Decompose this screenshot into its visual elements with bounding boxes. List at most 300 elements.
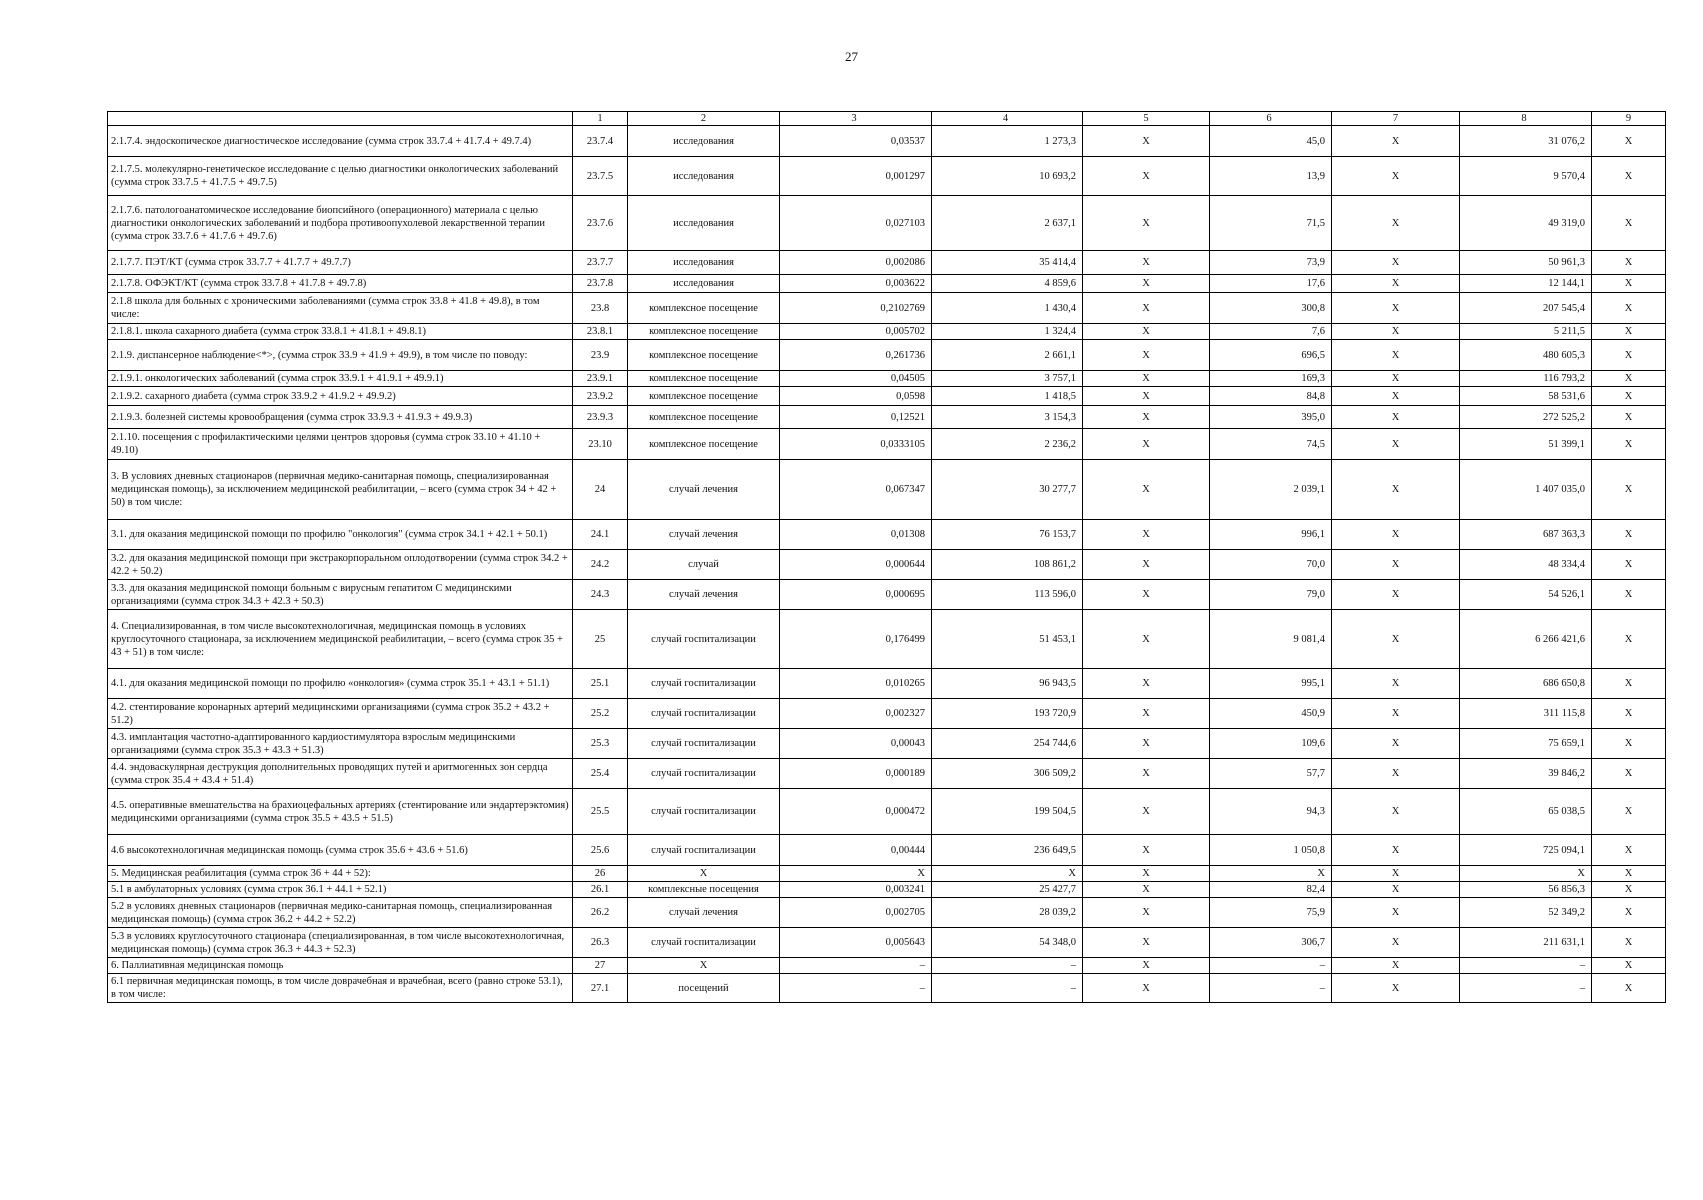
table-cell: X bbox=[1332, 789, 1460, 835]
header-cell: 8 bbox=[1460, 112, 1592, 126]
table-cell: 23.9.3 bbox=[573, 406, 628, 429]
table-cell: 2.1.7.6. патологоанатомическое исследование биопсийного (операционного) материала с целью диагностики онкологических заболеваний и подбора противоопухолевой лекарственной терапии (сумма строк 33.7.6 + 41.7.6 + 49.7.6) bbox=[108, 196, 573, 251]
table-cell: X bbox=[1592, 293, 1666, 324]
table-cell: 23.9 bbox=[573, 340, 628, 371]
table-cell: исследования bbox=[628, 126, 780, 157]
table-cell: случай госпитализации bbox=[628, 610, 780, 669]
table-cell: X bbox=[1332, 928, 1460, 958]
table-cell: 56 856,3 bbox=[1460, 882, 1592, 898]
table-cell: X bbox=[1332, 196, 1460, 251]
table-row bbox=[108, 340, 1666, 371]
table-row bbox=[108, 387, 1666, 406]
table-cell: X bbox=[1083, 759, 1210, 789]
table-cell: 0,000644 bbox=[780, 550, 932, 580]
table-cell: 0,003241 bbox=[780, 882, 932, 898]
table-row bbox=[108, 251, 1666, 275]
table-cell: 2.1.7.7. ПЭТ/КТ (сумма строк 33.7.7 + 41.7.7 + 49.7.7) bbox=[108, 251, 573, 275]
header-cell: 2 bbox=[628, 112, 780, 126]
table-cell: 35 414,4 bbox=[932, 251, 1083, 275]
table-cell: 28 039,2 bbox=[932, 898, 1083, 928]
table-row bbox=[108, 835, 1666, 866]
table-cell: X bbox=[1083, 729, 1210, 759]
table-cell: 0,003622 bbox=[780, 275, 932, 293]
table-cell: 0,002705 bbox=[780, 898, 932, 928]
table-cell: 5.1 в амбулаторных условиях (сумма строк 36.1 + 44.1 + 52.1) bbox=[108, 882, 573, 898]
table-cell: 306 509,2 bbox=[932, 759, 1083, 789]
table-cell: X bbox=[1592, 429, 1666, 460]
table-cell: X bbox=[1083, 406, 1210, 429]
table-row bbox=[108, 196, 1666, 251]
table-cell: X bbox=[628, 866, 780, 882]
table-cell: 9 570,4 bbox=[1460, 157, 1592, 196]
table-cell: 25 427,7 bbox=[932, 882, 1083, 898]
table-cell: случай лечения bbox=[628, 460, 780, 520]
table-cell: X bbox=[1460, 866, 1592, 882]
table-cell: 199 504,5 bbox=[932, 789, 1083, 835]
table-cell: X bbox=[1592, 126, 1666, 157]
table-cell: комплексное посещение bbox=[628, 340, 780, 371]
table-cell: 52 349,2 bbox=[1460, 898, 1592, 928]
header-cell: 5 bbox=[1083, 112, 1210, 126]
table-cell: случай лечения bbox=[628, 898, 780, 928]
table-cell: 75,9 bbox=[1210, 898, 1332, 928]
table-cell: X bbox=[1332, 669, 1460, 699]
table-cell: X bbox=[1083, 835, 1210, 866]
table-row bbox=[108, 928, 1666, 958]
table-cell: случай госпитализации bbox=[628, 835, 780, 866]
table-cell: 211 631,1 bbox=[1460, 928, 1592, 958]
table-cell: X bbox=[1083, 275, 1210, 293]
table-cell: X bbox=[780, 866, 932, 882]
table-cell: 2.1.8.1. школа сахарного диабета (сумма строк 33.8.1 + 41.8.1 + 49.8.1) bbox=[108, 324, 573, 340]
table-cell: комплексное посещение bbox=[628, 429, 780, 460]
table-row bbox=[108, 275, 1666, 293]
table-cell: X bbox=[1332, 866, 1460, 882]
table-cell: 65 038,5 bbox=[1460, 789, 1592, 835]
table-cell: 108 861,2 bbox=[932, 550, 1083, 580]
table-cell: 12 144,1 bbox=[1460, 275, 1592, 293]
table-cell: X bbox=[1332, 882, 1460, 898]
table-cell: 10 693,2 bbox=[932, 157, 1083, 196]
table-cell: случай госпитализации bbox=[628, 759, 780, 789]
table-cell: 17,6 bbox=[1210, 275, 1332, 293]
table-cell: X bbox=[1083, 324, 1210, 340]
table-cell: случай госпитализации bbox=[628, 928, 780, 958]
table-cell: 0,12521 bbox=[780, 406, 932, 429]
table-cell: X bbox=[1083, 340, 1210, 371]
table-cell: случай госпитализации bbox=[628, 729, 780, 759]
table-cell: 24.3 bbox=[573, 580, 628, 610]
table-cell: 75 659,1 bbox=[1460, 729, 1592, 759]
table-cell: 57,7 bbox=[1210, 759, 1332, 789]
data-table bbox=[107, 111, 1666, 1003]
table-cell: исследования bbox=[628, 275, 780, 293]
table-cell: 73,9 bbox=[1210, 251, 1332, 275]
table-cell: 0,005702 bbox=[780, 324, 932, 340]
table-cell: 4.2. стентирование коронарных артерий медицинскими организациями (сумма строк 35.2 + 43.2 + 51.2) bbox=[108, 699, 573, 729]
table-cell: 25.4 bbox=[573, 759, 628, 789]
table-cell: 82,4 bbox=[1210, 882, 1332, 898]
table-cell: – bbox=[1460, 958, 1592, 974]
table-cell: X bbox=[1083, 251, 1210, 275]
table-cell: 94,3 bbox=[1210, 789, 1332, 835]
table-cell: 3. В условиях дневных стационаров (первичная медико-санитарная помощь, специализированная медицинская помощь), за исключением медицинской реабилитации, – всего (сумма строк 34 + 42 + 50) в том числе: bbox=[108, 460, 573, 520]
table-cell: – bbox=[780, 974, 932, 1003]
table-cell: 4.5. оперативные вмешательства на брахиоцефальных артериях (стентирование или эндартерэктомия) медицинскими организациями (сумма строк 35.5 + 43.5 + 51.5) bbox=[108, 789, 573, 835]
table-cell: 71,5 bbox=[1210, 196, 1332, 251]
table-cell: 26.1 bbox=[573, 882, 628, 898]
table-cell: 169,3 bbox=[1210, 371, 1332, 387]
table-cell: X bbox=[1332, 835, 1460, 866]
table-row bbox=[108, 429, 1666, 460]
table-cell: 116 793,2 bbox=[1460, 371, 1592, 387]
table-cell: X bbox=[1332, 387, 1460, 406]
table-cell: комплексное посещение bbox=[628, 406, 780, 429]
table-cell: 24 bbox=[573, 460, 628, 520]
table-cell: X bbox=[1083, 928, 1210, 958]
table-cell: X bbox=[1083, 293, 1210, 324]
table-cell: X bbox=[1332, 251, 1460, 275]
table-cell: X bbox=[1083, 429, 1210, 460]
table-row bbox=[108, 958, 1666, 974]
table-cell: 23.7.4 bbox=[573, 126, 628, 157]
table-cell: X bbox=[1592, 387, 1666, 406]
table-cell: X bbox=[1592, 610, 1666, 669]
table-cell: 3.1. для оказания медицинской помощи по профилю "онкология" (сумма строк 34.1 + 42.1 + 50.1) bbox=[108, 520, 573, 550]
table-cell: X bbox=[1083, 898, 1210, 928]
table-row bbox=[108, 550, 1666, 580]
table-cell: 0,000472 bbox=[780, 789, 932, 835]
table-cell: 0,00444 bbox=[780, 835, 932, 866]
table-cell: X bbox=[1083, 387, 1210, 406]
table-cell: 2 236,2 bbox=[932, 429, 1083, 460]
table-cell: X bbox=[1592, 340, 1666, 371]
header-cell: 9 bbox=[1592, 112, 1666, 126]
table-cell: 2 039,1 bbox=[1210, 460, 1332, 520]
table-cell: 45,0 bbox=[1210, 126, 1332, 157]
table-cell: 272 525,2 bbox=[1460, 406, 1592, 429]
header-row bbox=[108, 112, 1666, 126]
table-cell: X bbox=[1592, 550, 1666, 580]
table-cell: X bbox=[1332, 729, 1460, 759]
table-cell: 0,002327 bbox=[780, 699, 932, 729]
table-cell: X bbox=[1592, 928, 1666, 958]
table-cell: X bbox=[1592, 882, 1666, 898]
table-row bbox=[108, 866, 1666, 882]
table-cell: 74,5 bbox=[1210, 429, 1332, 460]
table-cell: 39 846,2 bbox=[1460, 759, 1592, 789]
table-cell: 25.6 bbox=[573, 835, 628, 866]
table-cell: 995,1 bbox=[1210, 669, 1332, 699]
table-cell: 236 649,5 bbox=[932, 835, 1083, 866]
table-cell: 26.2 bbox=[573, 898, 628, 928]
table-cell: – bbox=[932, 958, 1083, 974]
table-cell: 84,8 bbox=[1210, 387, 1332, 406]
table-cell: X bbox=[1332, 520, 1460, 550]
table-cell: 51 453,1 bbox=[932, 610, 1083, 669]
table-cell: 6. Паллиативная медицинская помощь bbox=[108, 958, 573, 974]
table-cell: посещений bbox=[628, 974, 780, 1003]
table-cell: X bbox=[1083, 789, 1210, 835]
table-cell: 0,010265 bbox=[780, 669, 932, 699]
table-cell: X bbox=[1083, 126, 1210, 157]
table-cell: случай госпитализации bbox=[628, 699, 780, 729]
table-cell: X bbox=[1083, 520, 1210, 550]
table-cell: 2.1.7.5. молекулярно-генетическое исследование с целью диагностики онкологических заболеваний (сумма строк 33.7.5 + 41.7.5 + 49.7.5) bbox=[108, 157, 573, 196]
table-cell: 4 859,6 bbox=[932, 275, 1083, 293]
header-cell: 6 bbox=[1210, 112, 1332, 126]
table-cell: 6.1 первичная медицинская помощь, в том числе доврачебная и врачебная, всего (равно строке 53.1), в том числе: bbox=[108, 974, 573, 1003]
table-cell: X bbox=[1592, 974, 1666, 1003]
table-cell: 25.2 bbox=[573, 699, 628, 729]
table-row bbox=[108, 610, 1666, 669]
table-cell: 26.3 bbox=[573, 928, 628, 958]
table-cell: 79,0 bbox=[1210, 580, 1332, 610]
table-row bbox=[108, 669, 1666, 699]
table-cell: 23.10 bbox=[573, 429, 628, 460]
table-cell: X bbox=[1083, 669, 1210, 699]
table-cell: X bbox=[1332, 324, 1460, 340]
table-row bbox=[108, 580, 1666, 610]
table-cell: 54 526,1 bbox=[1460, 580, 1592, 610]
table-cell: X bbox=[1083, 550, 1210, 580]
table-cell: X bbox=[1592, 958, 1666, 974]
table-cell: X bbox=[1083, 580, 1210, 610]
table-cell: 4.1. для оказания медицинской помощи по профилю «онкология» (сумма строк 35.1 + 43.1 + 51.1) bbox=[108, 669, 573, 699]
table-cell: 300,8 bbox=[1210, 293, 1332, 324]
table-cell: 0,0333105 bbox=[780, 429, 932, 460]
table-row bbox=[108, 898, 1666, 928]
table-cell: – bbox=[1210, 974, 1332, 1003]
table-cell: 2.1.10. посещения с профилактическими целями центров здоровья (сумма строк 33.10 + 41.10 + 49.10) bbox=[108, 429, 573, 460]
table-cell: случай госпитализации bbox=[628, 669, 780, 699]
table-cell: 2.1.7.8. ОФЭКТ/КТ (сумма строк 33.7.8 + 41.7.8 + 49.7.8) bbox=[108, 275, 573, 293]
table-cell: 0,000189 bbox=[780, 759, 932, 789]
table-cell: 0,0598 bbox=[780, 387, 932, 406]
table-cell: 31 076,2 bbox=[1460, 126, 1592, 157]
table-cell: X bbox=[1332, 429, 1460, 460]
table-cell: 5.3 в условиях круглосуточного стационара (специализированная, в том числе высокотехнологичная, медицинская помощь) (сумма строк 36.3 + 44.3 + 52.3) bbox=[108, 928, 573, 958]
table-cell: 13,9 bbox=[1210, 157, 1332, 196]
table-cell: – bbox=[780, 958, 932, 974]
table-cell: X bbox=[1332, 550, 1460, 580]
table-cell: 25.5 bbox=[573, 789, 628, 835]
table-cell: 2.1.9. диспансерное наблюдение<*>, (сумма строк 33.9 + 41.9 + 49.9), в том числе по поводу: bbox=[108, 340, 573, 371]
table-row bbox=[108, 324, 1666, 340]
table-cell: 996,1 bbox=[1210, 520, 1332, 550]
table-cell: X bbox=[1332, 759, 1460, 789]
table-row bbox=[108, 126, 1666, 157]
table-cell: X bbox=[1592, 371, 1666, 387]
table-cell: 0,2102769 bbox=[780, 293, 932, 324]
table-cell: 480 605,3 bbox=[1460, 340, 1592, 371]
table-cell: исследования bbox=[628, 157, 780, 196]
table-cell: X bbox=[1592, 759, 1666, 789]
table-cell: 686 650,8 bbox=[1460, 669, 1592, 699]
table-cell: 23.8 bbox=[573, 293, 628, 324]
table-cell: 207 545,4 bbox=[1460, 293, 1592, 324]
table-cell: 4.4. эндоваскулярная деструкция дополнительных проводящих путей и аритмогенных зон сердца (сумма строк 35.4 + 43.4 + 51.4) bbox=[108, 759, 573, 789]
table-cell: 2.1.9.3. болезней системы кровообращения (сумма строк 33.9.3 + 41.9.3 + 49.9.3) bbox=[108, 406, 573, 429]
table-cell: 70,0 bbox=[1210, 550, 1332, 580]
header-cell: 4 bbox=[932, 112, 1083, 126]
table-cell: X bbox=[1210, 866, 1332, 882]
table-cell: 51 399,1 bbox=[1460, 429, 1592, 460]
table-cell: 0,001297 bbox=[780, 157, 932, 196]
table-cell: 0,067347 bbox=[780, 460, 932, 520]
table-cell: 5.2 в условиях дневных стационаров (первичная медико-санитарная помощь, специализированная медицинская помощь) (сумма строк 36.2 + 44.2 + 52.2) bbox=[108, 898, 573, 928]
table-cell: X bbox=[1592, 406, 1666, 429]
table-cell: 2.1.8 школа для больных с хроническими заболеваниями (сумма строк 33.8 + 41.8 + 49.8), в том числе: bbox=[108, 293, 573, 324]
table-row bbox=[108, 974, 1666, 1003]
table-cell: X bbox=[1592, 580, 1666, 610]
table-cell: 27.1 bbox=[573, 974, 628, 1003]
table-cell: 25.3 bbox=[573, 729, 628, 759]
table-cell: X bbox=[1083, 699, 1210, 729]
table-cell: 23.7.5 bbox=[573, 157, 628, 196]
table-cell: 0,005643 bbox=[780, 928, 932, 958]
table-cell: 696,5 bbox=[1210, 340, 1332, 371]
table-cell: 76 153,7 bbox=[932, 520, 1083, 550]
table-cell: 24.2 bbox=[573, 550, 628, 580]
table-cell: X bbox=[1332, 371, 1460, 387]
table-cell: X bbox=[1332, 460, 1460, 520]
table-cell: X bbox=[1332, 157, 1460, 196]
table-cell: X bbox=[1083, 974, 1210, 1003]
table-cell: 5 211,5 bbox=[1460, 324, 1592, 340]
table-cell: 23.8.1 bbox=[573, 324, 628, 340]
table-cell: 725 094,1 bbox=[1460, 835, 1592, 866]
table-row bbox=[108, 371, 1666, 387]
table-cell: – bbox=[1460, 974, 1592, 1003]
table-cell: 9 081,4 bbox=[1210, 610, 1332, 669]
table-cell: 1 273,3 bbox=[932, 126, 1083, 157]
table-cell: 96 943,5 bbox=[932, 669, 1083, 699]
table-cell: 4.6 высокотехнологичная медицинская помощь (сумма строк 35.6 + 43.6 + 51.6) bbox=[108, 835, 573, 866]
table-cell: X bbox=[1332, 610, 1460, 669]
table-cell: 23.7.7 bbox=[573, 251, 628, 275]
table-cell: 49 319,0 bbox=[1460, 196, 1592, 251]
table-cell: X bbox=[1592, 789, 1666, 835]
table-row bbox=[108, 406, 1666, 429]
table-cell: 113 596,0 bbox=[932, 580, 1083, 610]
table-cell: 26 bbox=[573, 866, 628, 882]
table-cell: 25 bbox=[573, 610, 628, 669]
table-cell: 30 277,7 bbox=[932, 460, 1083, 520]
table-cell: 3 154,3 bbox=[932, 406, 1083, 429]
table-cell: X bbox=[1332, 898, 1460, 928]
table-cell: X bbox=[1592, 835, 1666, 866]
table-cell: X bbox=[1332, 974, 1460, 1003]
table-cell: 25.1 bbox=[573, 669, 628, 699]
table-cell: случай госпитализации bbox=[628, 789, 780, 835]
table-cell: – bbox=[1210, 958, 1332, 974]
table-cell: 48 334,4 bbox=[1460, 550, 1592, 580]
table-cell: 311 115,8 bbox=[1460, 699, 1592, 729]
table-cell: 0,03537 bbox=[780, 126, 932, 157]
table-cell: 0,176499 bbox=[780, 610, 932, 669]
table-cell: X bbox=[1332, 275, 1460, 293]
header-cell: 1 bbox=[573, 112, 628, 126]
table-row bbox=[108, 729, 1666, 759]
table-cell: X bbox=[1332, 699, 1460, 729]
table-row bbox=[108, 520, 1666, 550]
table-cell: X bbox=[1592, 157, 1666, 196]
table-cell: 7,6 bbox=[1210, 324, 1332, 340]
table-row bbox=[108, 293, 1666, 324]
table-cell: X bbox=[1592, 699, 1666, 729]
table-cell: X bbox=[1083, 610, 1210, 669]
table-cell: X bbox=[932, 866, 1083, 882]
table-cell: 687 363,3 bbox=[1460, 520, 1592, 550]
table-cell: X bbox=[1332, 406, 1460, 429]
table-cell: 23.9.2 bbox=[573, 387, 628, 406]
table-cell: X bbox=[1592, 898, 1666, 928]
table-cell: X bbox=[1083, 157, 1210, 196]
table-cell: X bbox=[1592, 196, 1666, 251]
table-cell: 1 418,5 bbox=[932, 387, 1083, 406]
table-cell: 27 bbox=[573, 958, 628, 974]
table-cell: 395,0 bbox=[1210, 406, 1332, 429]
table-cell: 2.1.7.4. эндоскопическое диагностическое исследование (сумма строк 33.7.4 + 41.7.4 + 49.7.4) bbox=[108, 126, 573, 157]
table-cell: X bbox=[1592, 275, 1666, 293]
table-cell: X bbox=[1083, 460, 1210, 520]
table-cell: X bbox=[1083, 866, 1210, 882]
table-cell: 1 324,4 bbox=[932, 324, 1083, 340]
table-cell: X bbox=[1592, 460, 1666, 520]
table-cell: 5. Медицинская реабилитация (сумма строк 36 + 44 + 52): bbox=[108, 866, 573, 882]
table-cell: X bbox=[628, 958, 780, 974]
table-cell: 0,04505 bbox=[780, 371, 932, 387]
table-cell: исследования bbox=[628, 196, 780, 251]
table-cell: 4.3. имплантация частотно-адаптированного кардиостимулятора взрослым медицинскими организациями (сумма строк 35.3 + 43.3 + 51.3) bbox=[108, 729, 573, 759]
table-cell: X bbox=[1332, 340, 1460, 371]
table-cell: 23.9.1 bbox=[573, 371, 628, 387]
table-cell: случай bbox=[628, 550, 780, 580]
table-cell: 1 407 035,0 bbox=[1460, 460, 1592, 520]
table-cell: комплексное посещение bbox=[628, 371, 780, 387]
table-cell: 54 348,0 bbox=[932, 928, 1083, 958]
header-cell: 7 bbox=[1332, 112, 1460, 126]
table-cell: комплексное посещение bbox=[628, 387, 780, 406]
table-cell: 3.3. для оказания медицинской помощи больным с вирусным гепатитом С медицинскими организациями (сумма строк 34.3 + 42.3 + 50.3) bbox=[108, 580, 573, 610]
table-cell: 193 720,9 bbox=[932, 699, 1083, 729]
table-cell: 50 961,3 bbox=[1460, 251, 1592, 275]
table-cell: X bbox=[1592, 669, 1666, 699]
table-cell: 23.7.6 bbox=[573, 196, 628, 251]
table-cell: 0,261736 bbox=[780, 340, 932, 371]
table-cell: комплексные посещения bbox=[628, 882, 780, 898]
header-cell bbox=[108, 112, 573, 126]
table-cell: 450,9 bbox=[1210, 699, 1332, 729]
table-cell: 254 744,6 bbox=[932, 729, 1083, 759]
table-row bbox=[108, 759, 1666, 789]
table-cell: X bbox=[1332, 958, 1460, 974]
header-cell: 3 bbox=[780, 112, 932, 126]
table-row bbox=[108, 157, 1666, 196]
table-cell: X bbox=[1592, 866, 1666, 882]
table-cell: 0,000695 bbox=[780, 580, 932, 610]
table-cell: X bbox=[1592, 251, 1666, 275]
table-cell: 109,6 bbox=[1210, 729, 1332, 759]
table-cell: 2 661,1 bbox=[932, 340, 1083, 371]
table-cell: случай лечения bbox=[628, 520, 780, 550]
table-row bbox=[108, 789, 1666, 835]
table-cell: 3 757,1 bbox=[932, 371, 1083, 387]
table-cell: X bbox=[1083, 371, 1210, 387]
table-row bbox=[108, 460, 1666, 520]
table-cell: X bbox=[1332, 580, 1460, 610]
